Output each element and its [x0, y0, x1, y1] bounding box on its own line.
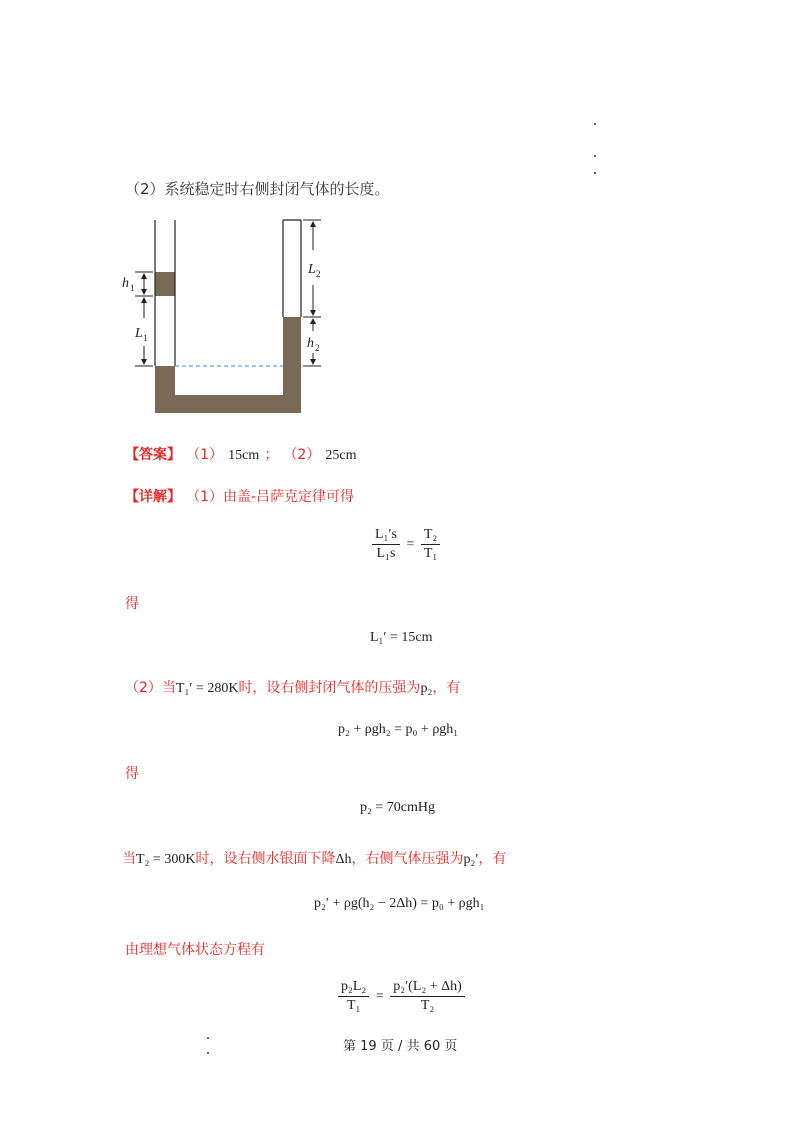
footer-slash: /	[398, 1039, 403, 1054]
footer-total-num: 60	[423, 1039, 441, 1054]
formula-ideal-gas: $\frac{\text{p₂L₂}}{\text{T₁}}$ = $\frac{\text{p₂′(L₂ + Δh)}}{\text{T₂}}$	[338, 979, 465, 1014]
answer-sep: ；	[264, 447, 279, 463]
p2-symbol: p₂	[420, 681, 433, 696]
t2-value: T₂ = 300K	[136, 852, 196, 867]
detail-intro-line	[125, 486, 354, 506]
arrow-icon	[141, 359, 147, 365]
f1-rnum: T₂	[421, 527, 440, 545]
arrow-icon	[310, 310, 316, 316]
f1-den: L₁s	[376, 546, 396, 561]
dh-symbol: Δh	[335, 852, 352, 867]
f6-rnum: p₂′(L₂ + Δh)	[390, 979, 465, 997]
label-h1-sub: 1	[130, 283, 135, 293]
footer-total-unit: 页	[444, 1039, 458, 1054]
answer-line	[125, 444, 357, 464]
label-L1-sub: 1	[143, 333, 148, 343]
f1-rden: T₁	[423, 546, 438, 561]
formula-charles-law: $\frac{\text{L₁′s}}{\text{L₁s}}$ = $\frac{\text{T₂}}{\text{T₁}}$	[372, 527, 440, 562]
p2-prefix: （2）当	[125, 680, 176, 696]
label-L1: L	[135, 326, 143, 341]
dot-mark	[594, 123, 596, 125]
page-footer	[343, 1035, 457, 1054]
p3-end: ，有	[478, 851, 507, 867]
arrow-icon	[310, 359, 316, 365]
u-tube-figure	[105, 215, 345, 425]
label-L2-sub: 2	[316, 269, 321, 279]
t1-value: T₁′ = 280K	[175, 681, 239, 696]
mercury-column-left	[155, 272, 175, 296]
dot-mark	[207, 1037, 209, 1039]
mercury-u-body	[155, 317, 301, 413]
footer-page-unit: 页	[380, 1039, 394, 1054]
de-text-2: 得	[125, 766, 139, 782]
dot-mark	[594, 155, 596, 157]
p3-prefix: 当	[122, 851, 136, 867]
formula-new-balance: p₂′ + ρg(h₂ − 2Δh) = p₀ + ρgh₁	[314, 896, 485, 911]
footer-page-label: 第	[343, 1039, 357, 1054]
arrow-icon	[141, 273, 147, 279]
footer-page-num: 19	[360, 1039, 377, 1054]
question-text: （2）系统稳定时右侧封闭气体的长度。	[125, 180, 390, 198]
detail-tag: 【详解】	[125, 489, 181, 505]
answer-part2-label: （2）	[283, 447, 321, 463]
de-text-1: 得	[125, 596, 139, 612]
formula-L1-result: L₁′ = 15cm	[370, 630, 433, 645]
answer-part2-value: 25cm	[325, 448, 357, 463]
answer-tag: 【答案】	[125, 447, 181, 463]
f6-lden: T₁	[346, 998, 361, 1013]
f6-lnum: p₂L₂	[338, 979, 369, 997]
label-h1: h	[122, 276, 129, 291]
arrow-icon	[310, 318, 316, 324]
dot-mark	[207, 1052, 209, 1054]
formula-pressure-balance: p₂ + ρgh₂ = p₀ + ρgh₁	[338, 722, 459, 737]
label-L2: L	[308, 262, 316, 277]
f6-rden: T₂	[420, 998, 435, 1013]
answer-part1-value: 15cm	[228, 448, 260, 463]
p2-mid: 时，设右侧封闭气体的压强为	[238, 680, 421, 696]
arrow-icon	[141, 289, 147, 295]
label-h2-sub: 2	[315, 343, 320, 353]
p3-mid2: ，右侧气体压强为	[351, 851, 464, 867]
part3-line	[122, 848, 506, 868]
arrow-icon	[310, 221, 316, 227]
p3-mid1: 时，设右侧水银面下降	[195, 851, 336, 867]
part2-line	[125, 677, 460, 697]
ideal-gas-law-text: 由理想气体状态方程有	[125, 942, 265, 958]
f1-num: L₁′s	[372, 527, 400, 545]
footer-total-label: 共	[406, 1039, 420, 1054]
detail-intro: （1）由盖-吕萨克定律可得	[186, 489, 355, 505]
arrow-icon	[141, 297, 147, 303]
formula-p2-result: p₂ = 70cmHg	[360, 800, 435, 815]
dot-mark	[594, 172, 596, 174]
answer-part1-label: （1）	[186, 447, 224, 463]
p2-end: ，有	[432, 680, 461, 696]
p2prime-symbol: p₂′	[463, 852, 479, 867]
label-h2: h	[307, 336, 314, 351]
